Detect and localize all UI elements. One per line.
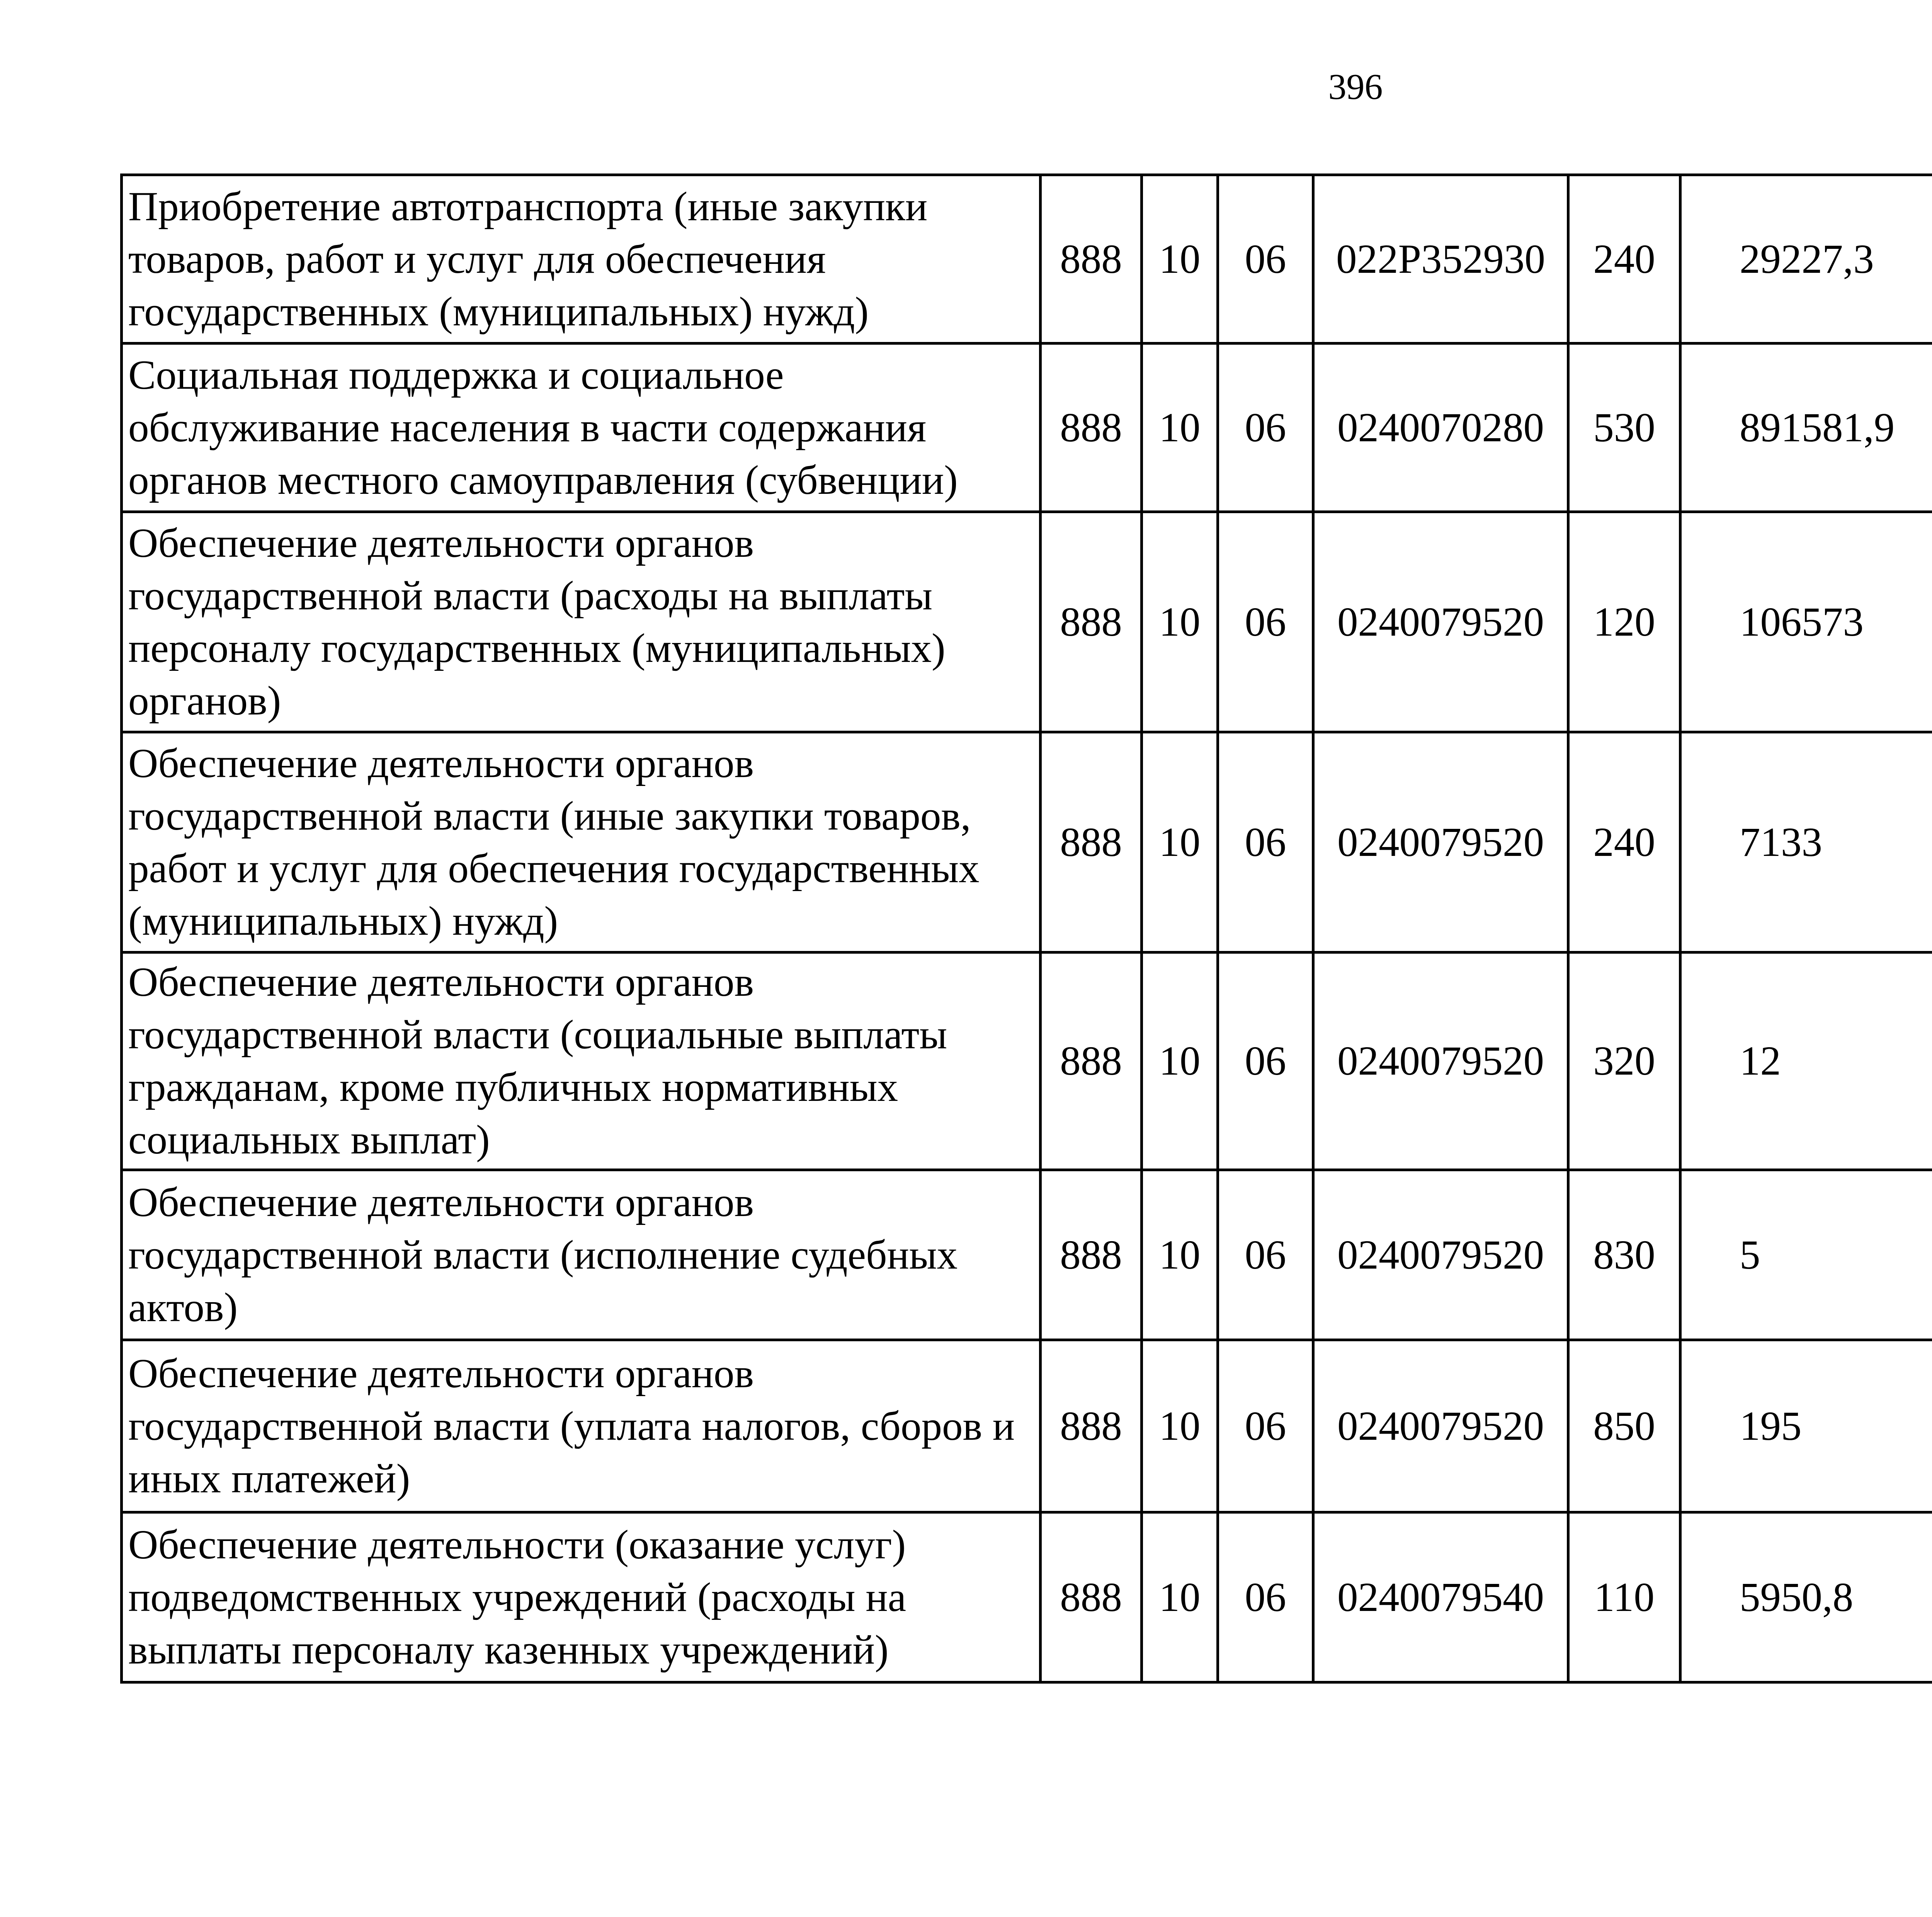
expense-name-cell: Социальная поддержка и социальное обслуживание населения в части содержания органов местного самоуправления (субвенции) [122,344,1041,512]
ministry-code-cell: 888 [1041,1512,1142,1682]
expense-name-cell: Обеспечение деятельности органов государственной власти (уплата налогов, сборов и иных платежей) [122,1340,1041,1512]
expense-type-cell: 240 [1568,732,1680,953]
table-row [122,1340,1932,1512]
subsection-code-cell: 06 [1218,344,1313,512]
ministry-code-cell: 888 [1041,1340,1142,1512]
expense-name-cell: Обеспечение деятельности органов государственной власти (иные закупки товаров, работ и услуг для обеспечения государственных (муниципальных) нужд) [122,732,1041,953]
section-code-cell: 10 [1142,953,1218,1170]
section-code-cell: 10 [1142,344,1218,512]
table-row [122,344,1932,512]
section-code-cell: 10 [1142,175,1218,344]
expense-type-cell: 120 [1568,512,1680,732]
subsection-code-cell: 06 [1218,953,1313,1170]
table-row [122,175,1932,344]
amount-year1-cell: 5 [1680,1170,1932,1340]
expense-type-cell: 240 [1568,175,1680,344]
target-article-cell: 0240079540 [1313,1512,1568,1682]
amount-year1-cell: 195 [1680,1340,1932,1512]
section-code-cell: 10 [1142,1170,1218,1340]
target-article-cell: 0240079520 [1313,1340,1568,1512]
subsection-code-cell: 06 [1218,175,1313,344]
expense-name-cell: Приобретение автотранспорта (иные закупки товаров, работ и услуг для обеспечения государственных (муниципальных) нужд) [122,175,1041,344]
expense-type-cell: 320 [1568,953,1680,1170]
amount-year1-cell: 7133 [1680,732,1932,953]
amount-year1-cell: 5950,8 [1680,1512,1932,1682]
subsection-code-cell: 06 [1218,512,1313,732]
target-article-cell: 0240070280 [1313,344,1568,512]
table-row [122,1170,1932,1340]
section-code-cell: 10 [1142,1340,1218,1512]
subsection-code-cell: 06 [1218,1340,1313,1512]
expense-name-cell: Обеспечение деятельности органов государственной власти (расходы на выплаты персоналу государственных (муниципальных) органов) [122,512,1041,732]
amount-year1-cell: 29227,3 [1680,175,1932,344]
table-row [122,1512,1932,1682]
expense-name-cell: Обеспечение деятельности органов государственной власти (исполнение судебных актов) [122,1170,1041,1340]
ministry-code-cell: 888 [1041,953,1142,1170]
budget-table [120,173,1932,1684]
target-article-cell: 022Р352930 [1313,175,1568,344]
subsection-code-cell: 06 [1218,1170,1313,1340]
target-article-cell: 0240079520 [1313,512,1568,732]
target-article-cell: 0240079520 [1313,1170,1568,1340]
expense-name-cell: Обеспечение деятельности (оказание услуг) подведомственных учреждений (расходы на выплаты персоналу казенных учреждений) [122,1512,1041,1682]
section-code-cell: 10 [1142,732,1218,953]
expense-type-cell: 850 [1568,1340,1680,1512]
ministry-code-cell: 888 [1041,1170,1142,1340]
target-article-cell: 0240079520 [1313,953,1568,1170]
ministry-code-cell: 888 [1041,344,1142,512]
table-row [122,732,1932,953]
target-article-cell: 0240079520 [1313,732,1568,953]
amount-year1-cell: 12 [1680,953,1932,1170]
section-code-cell: 10 [1142,512,1218,732]
expense-type-cell: 830 [1568,1170,1680,1340]
expense-type-cell: 530 [1568,344,1680,512]
amount-year1-cell: 891581,9 [1680,344,1932,512]
amount-year1-cell: 106573 [1680,512,1932,732]
page-number: 396 [1328,67,1383,107]
table-row [122,953,1932,1170]
ministry-code-cell: 888 [1041,175,1142,344]
section-code-cell: 10 [1142,1512,1218,1682]
subsection-code-cell: 06 [1218,732,1313,953]
subsection-code-cell: 06 [1218,1512,1313,1682]
expense-type-cell: 110 [1568,1512,1680,1682]
ministry-code-cell: 888 [1041,512,1142,732]
ministry-code-cell: 888 [1041,732,1142,953]
table-row [122,512,1932,732]
expense-name-cell: Обеспечение деятельности органов государственной власти (социальные выплаты гражданам, кроме публичных нормативных социальных выплат) [122,953,1041,1170]
